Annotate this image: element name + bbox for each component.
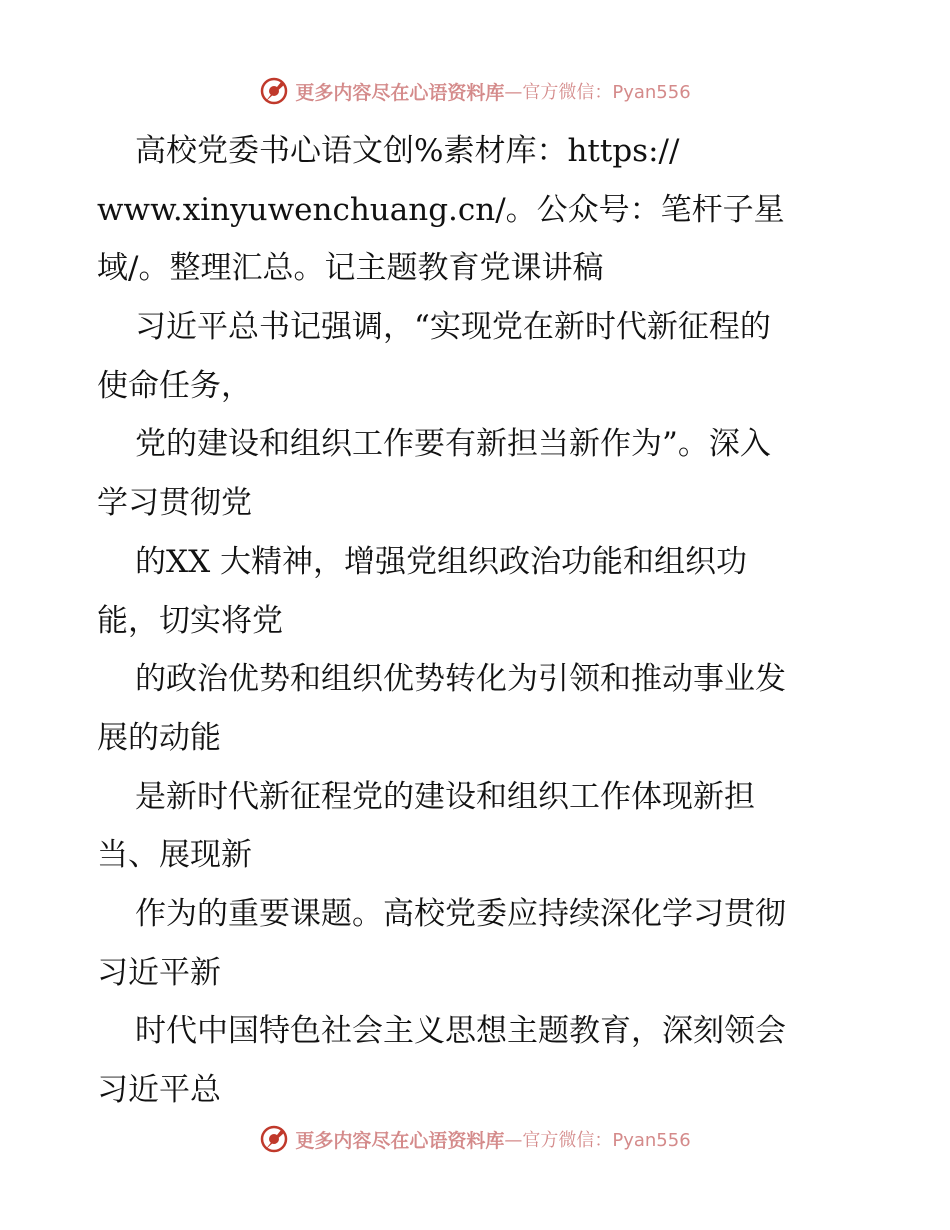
banner-left-text: 更多内容尽在心语资料库 (295, 1129, 505, 1152)
header-banner (0, 71, 950, 111)
text-line: 作为的重要课题。高校党委应持续深化学习贯彻 (135, 895, 786, 932)
text-line: 域/。整理汇总。记主题教育党课讲稿 (97, 250, 604, 287)
banner-right-text: —官方微信：Pyan556 (504, 82, 691, 103)
text-line: 展的动能 (97, 719, 221, 756)
text-line: 时代中国特色社会主义思想主题教育，深刻领会 (135, 1013, 786, 1050)
text-line: 高校党委书心语文创%素材库：https:// (135, 133, 680, 169)
text-line: 能，切实将党 (97, 602, 283, 639)
text-line: 学习贯彻党 (97, 485, 252, 522)
banner-left-text: 更多内容尽在心语资料库 (295, 81, 505, 104)
text-line: 的政治优势和组织优势转化为引领和推动事业发 (135, 661, 786, 698)
text-line: 当、展现新 (97, 837, 252, 874)
document-body (97, 122, 857, 1120)
quill-logo-icon (259, 1124, 289, 1154)
text-line: 习近平总书记强调，“实现党在新时代新征程的 (135, 309, 771, 346)
banner-right-text: —官方微信：Pyan556 (504, 1130, 691, 1151)
text-line: 的XX 大精神，增强党组织政治功能和组织功 (135, 543, 747, 580)
text-line: www.xinyuwenchuang.cn/。公众号：笔杆子星 (97, 191, 785, 228)
quill-logo-icon (259, 76, 289, 106)
text-line: 习近平新 (97, 954, 221, 991)
text-line: 是新时代新征程党的建设和组织工作体现新担 (135, 778, 755, 815)
text-line: 党的建设和组织工作要有新担当新作为”。深入 (135, 426, 771, 463)
text-line: 习近平总 (97, 1072, 221, 1108)
text-line: 使命任务， (97, 367, 252, 404)
footer-banner (0, 1119, 950, 1159)
